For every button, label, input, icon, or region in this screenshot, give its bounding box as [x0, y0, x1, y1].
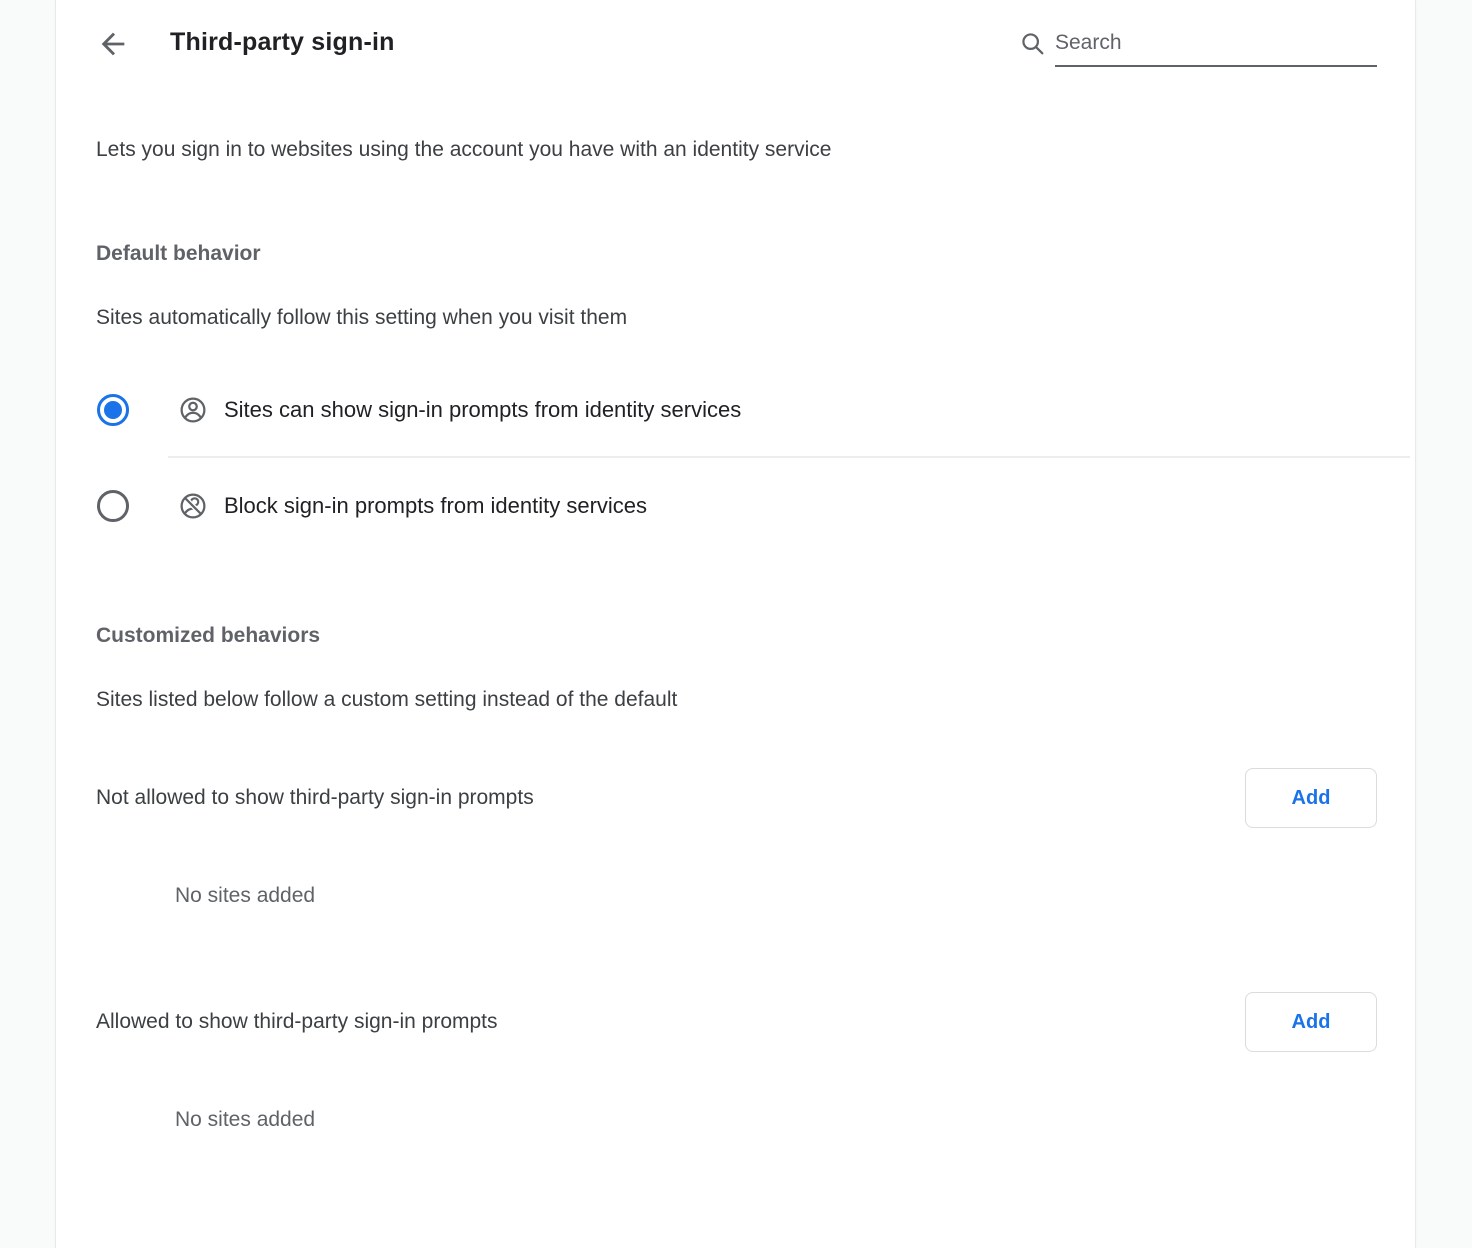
allowed-sites-empty-text: No sites added: [175, 1108, 316, 1131]
add-allowed-site-button[interactable]: Add: [1245, 992, 1377, 1052]
account-circle-off-icon: [178, 491, 208, 521]
search-icon: [1019, 30, 1047, 58]
subpage-header: [56, 0, 1415, 88]
blocked-sites-header-row: [96, 768, 1377, 828]
allowed-sites-header-row: [96, 992, 1377, 1052]
search-field: [1019, 21, 1377, 67]
radio-row-allow-signin[interactable]: [56, 363, 1415, 457]
allowed-sites-label: Allowed to show third-party sign-in prompts: [96, 1010, 498, 1033]
settings-subpage-card: [55, 0, 1416, 1248]
radio-row-block-signin[interactable]: [56, 459, 1415, 553]
radio-button-block[interactable]: [97, 490, 129, 522]
radio-label-allow: Sites can show sign-in prompts from identity services: [224, 397, 742, 422]
add-blocked-site-button[interactable]: Add: [1245, 768, 1377, 828]
customized-behaviors-description: Sites listed below follow a custom setting instead of the default: [96, 688, 678, 711]
blocked-sites-label: Not allowed to show third-party sign-in prompts: [96, 786, 534, 809]
divider: [168, 456, 1410, 458]
page-description: Lets you sign in to websites using the account you have with an identity service: [96, 138, 832, 161]
blocked-sites-empty-text: No sites added: [175, 884, 316, 907]
radio-button-allow[interactable]: [97, 394, 129, 426]
default-behavior-description: Sites automatically follow this setting when you visit them: [96, 306, 628, 329]
back-button[interactable]: [91, 22, 135, 66]
search-input[interactable]: [1055, 22, 1377, 67]
radio-label-block: Block sign-in prompts from identity services: [224, 493, 648, 518]
account-circle-icon: [178, 395, 208, 425]
page-title: Third-party sign-in: [170, 28, 395, 56]
arrow-back-icon: [96, 27, 130, 61]
default-behavior-heading: Default behavior: [96, 242, 261, 265]
customized-behaviors-heading: Customized behaviors: [96, 624, 321, 647]
